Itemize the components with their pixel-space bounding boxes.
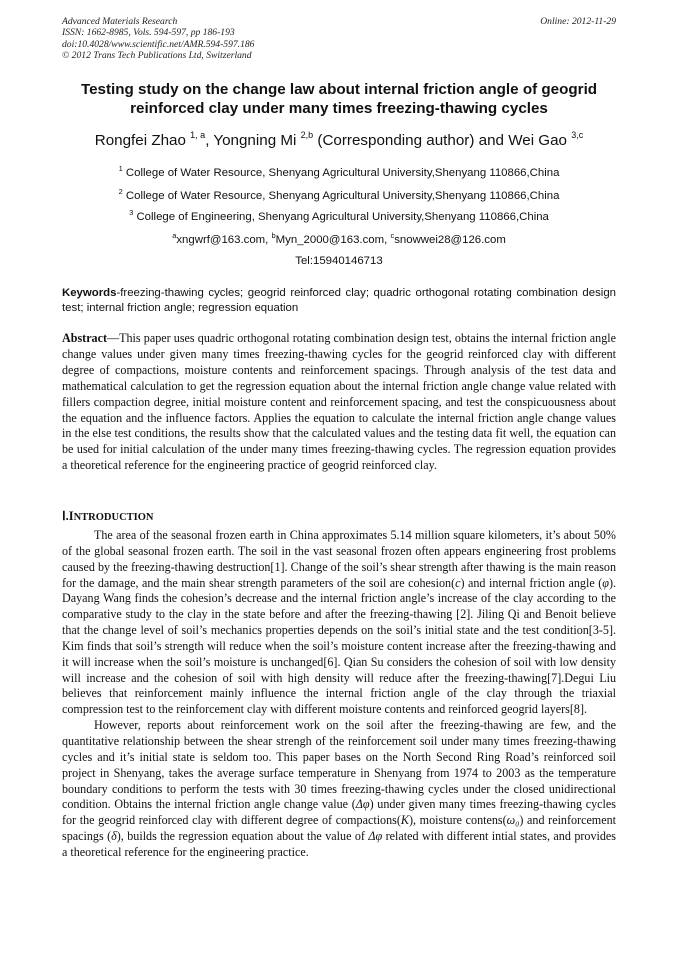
author-2-note: (Corresponding author) and Wei Gao (317, 132, 567, 149)
section-heading-introduction: Ⅰ.INTRODUCTION (62, 509, 154, 523)
doi-line: doi:10.4028/www.scientific.net/AMR.594-597.186 (62, 38, 255, 50)
abstract-text: —This paper uses quadric orthogonal rotating combination design test, obtains the internal friction angle change values under given many times freezing-thawing cycles for the geogrid reinforced clay with different degree of compactions, moisture contents and reinforcement spacings. Through analysis of the test data and mathematical calculation to get the regression equation about the internal friction angle change value related with fillers compaction degree, initial moisture content and reinforcement spacing, and test the conspicuousness about the equation and the influence factors. Applies the equation to calculate the internal friction angle change values in the else test conditions, the results show that the calculated values and the testing data fit well, the equation can be used for initial calculation of the under many times freezing-thawing cycles. The regression equation provides a theoretical reference for the engineering practice of geogrid reinforced clay. (62, 331, 616, 473)
tel-line: Tel:15940146713 (295, 255, 383, 267)
intro-paragraph-1: The area of the seasonal frozen earth in China approximates 5.14 million square kilometers, it’s about 50% of the global seasonal frozen earth. The soil in the vast seasonal frozen often appears engineering frost problems caused by the freezing-thawing destruction[1]. Change of the soil’s shear strength after thawing is the main reason for the damage, and the main shear strength parameters of the soil are cohesion(c) and internal friction angle (φ). Dayang Wang finds the cohesion’s decrease and the internal friction angle’s increase of the clay according to the comparative study to the clay in the state before and after the freezing-thawing [2]. Jiling Qi and Benoit believe that the change level of soil’s mechanics properties depends on the soil’s initial state and the test condition[3-5]. Kim finds that soil’s strength will reduce when the soil’s moisture content increase after the freezing-thawing and it will increase when the soil’s moisture is unchanged[6]. Qian Su considers the cohesion of soil with low density will increase and the cohesion of soil with high density will reduce after the freezing-thawing[7].Degui Liu believes that reinforcement mainly influence the internal friction angle of the clay through the triaxial compression test to the reinforcement clay with different moisture contents and reinforced geogrid layers[8]. (62, 528, 616, 717)
abstract (62, 331, 616, 474)
author-2: Yongning Mi (213, 132, 297, 149)
journal-header (62, 16, 616, 62)
affiliation-1: $^1$ College of Water Resource, Shenyang Agricultural University,Shenyang 110866,China (118, 164, 560, 179)
author-3-sup: 3,c (571, 130, 584, 140)
keywords-label: Keywords (62, 287, 117, 299)
affiliation-3: $^3$ College of Engineering, Shenyang Agricultural University,Shenyang 110866,China (129, 208, 549, 223)
journal-name: Advanced Materials Research (62, 16, 178, 27)
paper-title: Testing study on the change law about internal friction angle of geogrid reinforced clay under many times freezing-thawing cycles (80, 81, 598, 117)
author-1: Rongfei Zhao (94, 132, 186, 149)
affiliation-2: $^2$ College of Water Resource, Shenyang Agricultural University,Shenyang 110866,China (118, 187, 560, 202)
author-list: Rongfei Zhao $^{1, a}$, Yongning Mi $^{2,b}$ (Corresponding author) and Wei Gao $^{3,c}$ (94, 130, 584, 149)
keywords (62, 286, 616, 315)
intro-paragraph-2: However, reports about reinforcement work on the soil after the freezing-thawing are few, and the quantitative relationship between the shear strengh of the reinforcement soil under many times freezing-thawing cycles and it’s initial state is seldom too. This paper bases on the North Second Ring Road’s reinforced soil project in Shenyang, takes the average surface temperature in Shenyang from 1974 to 2003 as the temperature boundary conditions to perform the tests with 30 times freezing-thawing cycles under the closed unidirectional condition. Obtains the internal friction angle change value (Δφ) under given many times freezing-thawing cycles for the geogrid reinforced clay with different degree of compactions(K), moisture contens(ω₀) and reinforcement spacings (δ), builds the regression equation about the value of Δφ related with different intial states, and provides a theoretical reference for the engineering practice. (62, 718, 616, 859)
introduction-body (62, 528, 616, 861)
author-1-sup: 1, a (190, 130, 206, 140)
copyright-line: © 2012 Trans Tech Publications Ltd, Switzerland (62, 50, 252, 62)
author-2-sup: 2,b (300, 130, 314, 140)
email-line: $^a$xngwrf@163.com, $^b$Myn_2000@163.com, $^c$snowwei28@126.com (172, 231, 506, 246)
online-date: Online: 2012-11-29 (540, 16, 616, 27)
keywords-text: -freezing-thawing cycles; geogrid reinforced clay; quadric orthogonal rotating combination design test; internal friction angle; regression equation (62, 287, 616, 314)
issn-line: ISSN: 1662-8985, Vols. 594-597, pp 186-193 (62, 27, 235, 39)
abstract-label: Abstract (62, 331, 108, 345)
